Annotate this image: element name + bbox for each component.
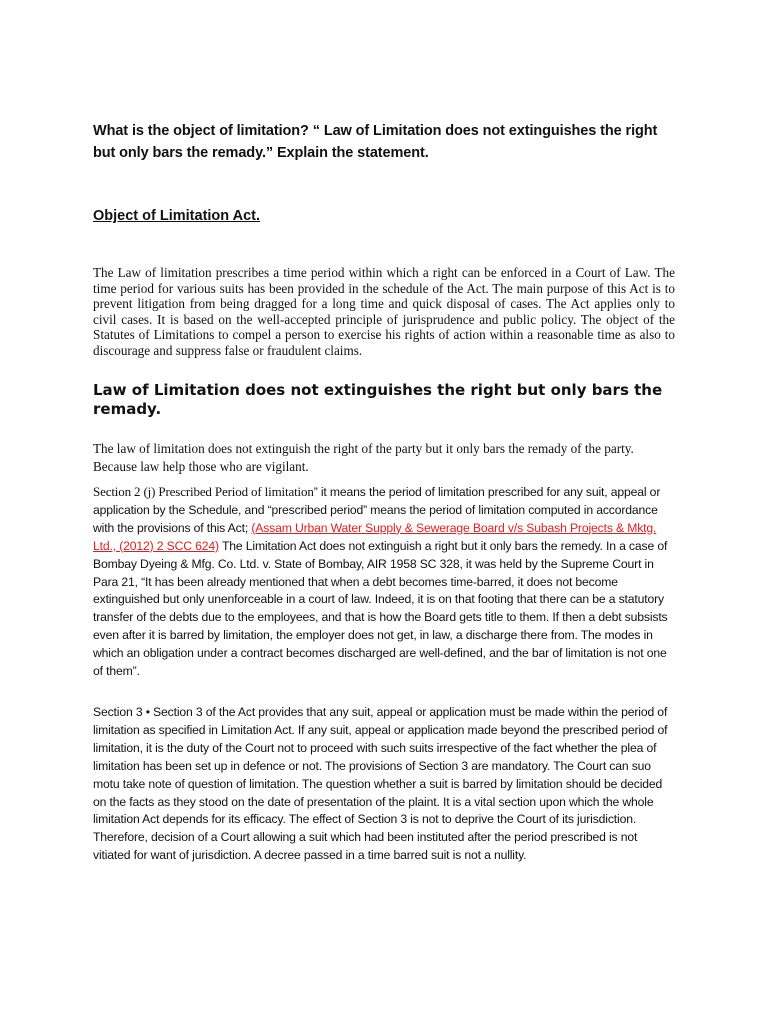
citation-link[interactable]: (Assam Urban Water Supply & Sewerage Board v/s Subash Projects & Mktg. Ltd., (2012) 2 SCC 624) (93, 520, 657, 553)
section-3-paragraph: Section 3 • Section 3 of the Act provides that any suit, appeal or application must be made within the period of limitation as specified in Limitation Act. If any suit, appeal or application made beyond the prescribed period of limitation, it is the duty of the Court not to proceed with such suits irrespective of the fact whether the plea of limitation has been set up in defence or not. The provisions of Section 3 are mandatory. The Court can suo motu take note of question of limitation. The question whether a suit is barred by limitation should be decided on the facts as they stood on the date of presentation of the plaint. It is a vital section upon which the whole limitation Act depends for its efficacy. The effect of Section 3 is not to deprive the Court of its jurisdiction. Therefore, decision of a Court allowing a suit which had been instituted after the period prescribed is not vitiated for want of jurisdiction. A decree passed in a time barred suit is not a nullity. (93, 705, 668, 863)
section-2-lead: Section 2 (j) Prescribed Period of limitation (93, 484, 314, 499)
object-section-title: Object of Limitation Act. (93, 208, 261, 224)
document-page (93, 120, 675, 863)
law-intro-paragraph: The law of limitation does not extinguish the right of the party but it only bars the remady of the party. Because law help those who are vigilant. (93, 441, 634, 474)
law-heading: Law of Limitation does not extinguishes the right but only bars the remady. (93, 381, 663, 418)
question-heading: What is the object of limitation? “ Law of Limitation does not extinguishes the right but only bars the remady.” Explain the statement. (93, 123, 658, 161)
section-2-text-after: The Limitation Act does not extinguish a right but it only bars the remedy. In a case of Bombay Dyeing & Mfg. Co. Ltd. v. State of Bombay, AIR 1958 SC 328, it was held by the Supreme Court in Para 21, “It has been already mentioned that when a debt becomes time-barred, it does not become extinguished but only unenforceable in a court of law. Indeed, it is on that footing that there can be a statutory transfer of the debts due to the employees, and that is how the Board gets title to them. If then a debt subsists even after it is barred by limitation, the employer does not get, in law, a discharge there from. The modes in which an obligation under a contract becomes discharged are well-defined, and the bar of limitation is not one of them”. (93, 538, 668, 679)
section-2-text-before: ” it means the period of limitation prescribed for any suit, appeal or application by the Schedule, and “prescribed period” means the period of limitation computed in accordance with the provisions of this Act; (93, 485, 661, 535)
section-2-paragraph (93, 483, 677, 681)
object-paragraph: The Law of limitation prescribes a time period within which a right can be enforced in a Court of Law. The time period for various suits has been provided in the schedule of the Act. The main purpose of this Act is to prevent litigation from being dragged for a long time and quick disposal of cases. The Act applies only to civil cases. It is based on the well-accepted principle of jurisprudence and public policy. The object of the Statutes of Limitations to compel a person to exercise his rights of action within a reasonable time as also to discourage and suppress false or fraudulent claims. (93, 265, 675, 358)
